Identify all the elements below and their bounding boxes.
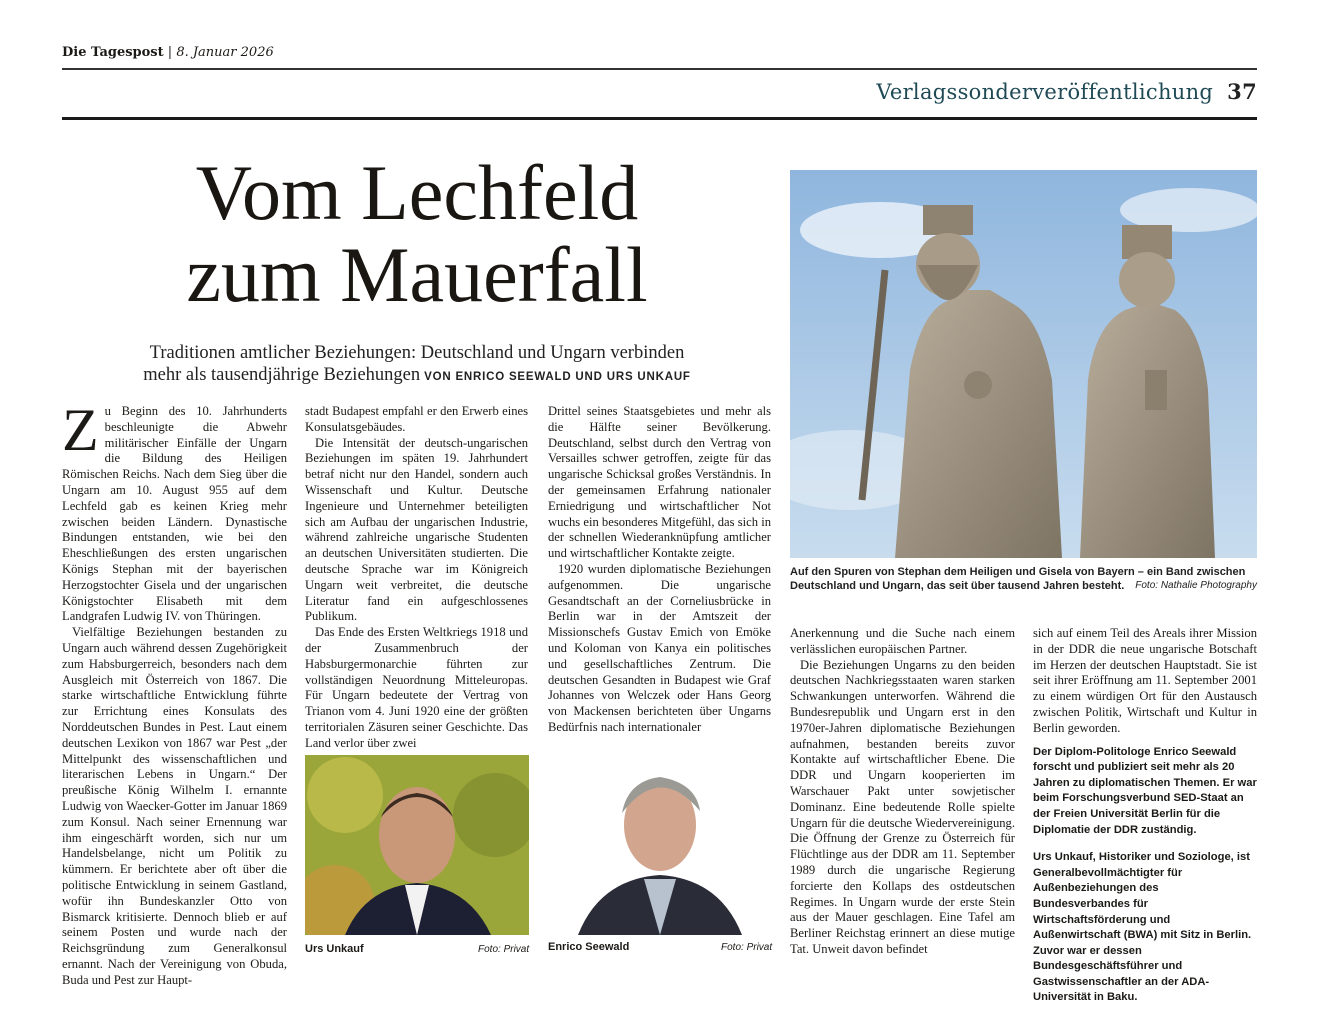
portrait-image — [305, 755, 529, 935]
caption-text: Auf den Spuren von Stephan dem Heiligen und Gisela von Bayern – ein Band zwischen Deutschland und Ungarn, das seit über tausend Jahren besteht. — [790, 566, 1246, 592]
section-title: Verlagssonderveröffentlichung — [876, 80, 1214, 104]
paragraph: stadt Budapest empfahl er den Erwerb eines Konsulatsgebäudes. — [305, 404, 528, 434]
subhead-line-1: Traditionen amtlicher Beziehungen: Deutschland und Ungarn verbinden — [149, 343, 685, 363]
issue-date: 8. Januar 2026 — [176, 45, 274, 60]
article-column-4 — [790, 626, 1015, 958]
portrait-credit-seewald: Foto: Privat — [721, 942, 773, 953]
article-column-5 — [1033, 626, 1257, 1018]
article-column-2 — [305, 404, 528, 752]
subhead-line-2: mehr als tausendjährige Beziehungen — [143, 365, 421, 385]
portrait-seewald — [548, 755, 772, 935]
paragraph: Drittel seines Staatsgebietes und mehr als die Hälfte seiner Bevölkerung. Deutschland, selbst durch den Vertrag von Versailles schwer getroffen, zeigte für das ungarische Schicksal großes Verständnis. In der gemeinsamen Erfahrung nationaler Erniedrigung und wirtschaftlicher Not wuchs ein besonderes Mitgefühl, das sich in der schnellen Wiederanknüpfung amtlicher und wirtschaftlicher Kontakte zeigte. — [548, 404, 771, 561]
page-number: 37 — [1227, 79, 1257, 104]
paragraph: sich auf einem Teil des Areals ihrer Mission in der DDR die neue ungarische Botschaft im Herzen der deutschen Hauptstadt. Sie ist seit ihrer Eröffnung am 11. September 2001 zu einem würdigen Ort für den Austausch zwischen Politik, Wirtschaft und Kultur in Berlin geworden. — [1033, 626, 1257, 735]
section-rule — [62, 117, 1257, 120]
byline: VON ENRICO SEEWALD UND URS UNKAUF — [424, 371, 691, 383]
portrait-credit-unkauf: Foto: Privat — [478, 944, 530, 955]
paper-name: Die Tagespost — [62, 45, 164, 60]
bio-seewald: Der Diplom-Politologe Enrico Seewald forscht und publiziert seit mehr als 20 Jahren zu diplomatischen Themen. Er war beim Forschungsverbund SED-Staat an der Freien Universität Berlin für die Diplomatie der DDR zuständig. — [1033, 745, 1257, 836]
headline — [62, 149, 772, 318]
portrait-name-unkauf: Urs Unkauf — [305, 943, 364, 955]
author-bios — [1033, 745, 1257, 1007]
photo-credit: Foto: Nathalie Photography — [1135, 580, 1257, 591]
paragraph: Das Ende des Ersten Weltkriegs 1918 und der Zusammenbruch der Habsburgermonarchie führten zur vollständigen Neuordnung Mitteleuropas. Für Ungarn bedeutete der Vertrag von Trianon vom 4. Juni 1920 eine der größten territorialen Zäsuren seiner Geschichte. Das Land verlor über zwei — [305, 625, 528, 750]
masthead-separator: | — [167, 45, 173, 60]
drop-cap: Z — [62, 397, 99, 463]
paragraph: Zu Beginn des 10. Jahrhunderts beschleunigte die Abwehr militärischer Einfälle der Ungarn die Bildung des Heiligen Römischen Reichs. Nach dem Sieg über die Ungarn am 10. August 955 auf dem Lechfeld gab es keinen Krieg mehr zwischen beiden Ländern. Dynastische Bindungen entstanden, wie bei den Eheschließungen des ersten ungarischen Königs Stephan mit der bayerischen Herzogstochter Gisela und der ungarischen Königstochter Elisabeth mit dem Landgrafen Ludwig IV. von Thüringen. — [62, 397, 287, 624]
statue-image — [790, 170, 1257, 558]
article-column-3 — [548, 404, 771, 736]
bio-unkauf: Urs Unkauf, Historiker und Soziologe, ist Generalbevollmächtigter für Außenbeziehungen des Bundesverbandes für Wirtschaftsförderung und Außenwirtschaft (BWA) mit Sitz in Berlin. Zuvor war er dessen Bundesgeschäftsführer und Gastwissenschaftler an der ADA-Universität in Baku. — [1033, 851, 1252, 1004]
paragraph: Die Intensität der deutsch-ungarischen Beziehungen im späten 19. Jahrhundert betraf nicht nur den Handel, sondern auch Wissenschaft und Kultur. Deutsche Ingenieure und Unternehmer beteiligten sich am Aufbau der ungarischen Industrie, während zahlreiche ungarische Studenten an deutschen Universitäten studierten. Die deutsche Sprache war im Königreich Ungarn weit verbreitet, die deutsche Literatur fand ein aufgeschlossenes Publikum. — [305, 435, 528, 624]
paragraph: Anerkennung und die Suche nach einem verlässlichen europäischen Partner. — [790, 626, 1015, 656]
photo-caption — [790, 565, 1257, 593]
paragraph: 1920 wurden diplomatische Beziehungen aufgenommen. Die ungarische Gesandtschaft an der Corneliusbrücke in Berlin war in der Amtszeit der Missionschefs Gustav Emich von Emöke und Koloman von Kanya ein politisches und gesellschaftliches Zentrum. Die deutschen Gesandten in Budapest wie Graf Johannes von Welczek oder Hans Georg von Mackensen berichteten über Ungarns Bedürfnis nach internationaler — [548, 561, 771, 734]
paragraph: Vielfältige Beziehungen bestanden zu Ungarn auch während dessen Zugehörigkeit zum Habsburgerreich, besonders nach dem Ausgleich mit Österreich von 1867. Die starke wirtschaftliche Entwicklung führte zur Errichtung eines Konsulats des Norddeutschen Bundes in Pest. Laut einem deutschen Lexikon von 1867 war Pest „der Mittelpunkt des wissenschaftlichen und literarischen Lebens in Ungarn.“ Der preußische König Wilhelm I. ernannte Ludwig von Waecker-Gotter im Januar 1869 zum Konsul. Nach seiner Ernennung war ihm eingeschärft worden, sich nur um Handelsbelange, nicht um Politik zu kümmern. Er berichtete aber oft über die politische Entwicklung in seinem Gastland, wofür ihn Bundeskanzler Otto von Bismarck kritisierte. Dennoch blieb er auf seinem Posten und wurde nach der Reichsgründung zum Generalkonsul ernannt. Nach der Vereinigung von Obuda, Buda und Pest zur Haupt- — [62, 625, 287, 987]
masthead — [62, 45, 274, 60]
headline-line-1: Vom Lechfeld — [195, 149, 639, 236]
subheadline — [62, 342, 772, 388]
portrait-unkauf — [305, 755, 529, 935]
portrait-name-seewald: Enrico Seewald — [548, 941, 630, 953]
top-rule — [62, 68, 1257, 70]
paragraph: Die Beziehungen Ungarns zu den beiden deutschen Nachkriegsstaaten waren starken Schwankungen unterworfen. Während die Bundesrepublik und Ungarn erst in den 1970er-Jahren diplomatische Beziehungen aufnahmen, bestanden bereits zuvor Kontakte auf wirtschaftlicher Ebene. Die DDR und Ungarn kooperierten im Warschauer Pakt unter sowjetischer Dominanz. Eine bedeutende Rolle spielte Ungarn für die deutsche Wiedervereinigung. Die Öffnung der Grenze zu Österreich für Flüchtlinge aus der DDR am 11. September 1989 durch die ungarische Regierung forcierte den Kollaps des ostdeutschen Regimes. In Ungarn wurde der erste Stein aus der Mauer geschlagen. Eine Tafel am Berliner Reichstag erinnert an diese mutige Tat. Unweit davon befindet — [790, 657, 1015, 956]
article-column-1 — [62, 397, 287, 988]
statue-photo — [790, 170, 1257, 558]
portrait-image — [548, 755, 772, 935]
headline-line-2: zum Mauerfall — [186, 231, 648, 318]
section-header — [876, 79, 1257, 104]
